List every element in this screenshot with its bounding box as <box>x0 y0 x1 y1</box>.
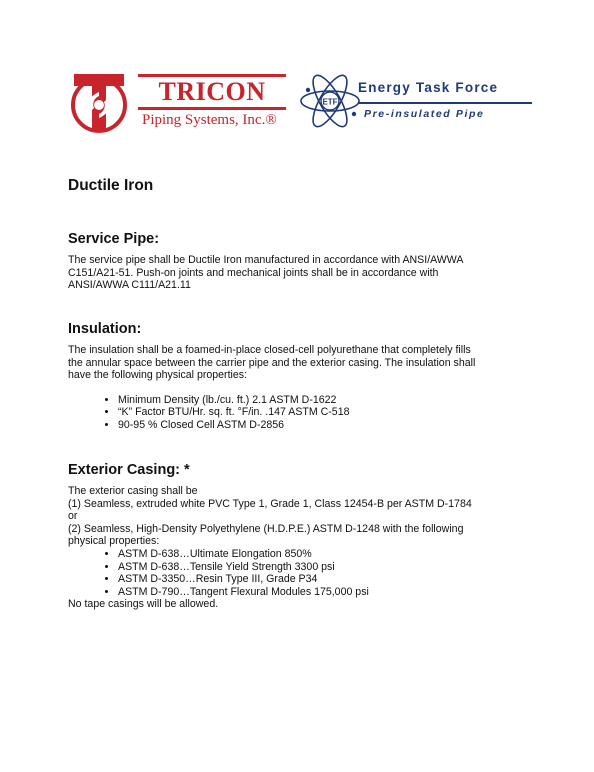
casing-line: (2) Seamless, High-Density Polyethylene (H.D.P.E.) ASTM D-1248 with the following <box>68 522 464 535</box>
casing-heading: Exterior Casing: * <box>68 462 190 478</box>
section-exterior-casing <box>68 462 533 611</box>
insulation-line: have the following physical properties: <box>68 369 248 382</box>
service-line: ANSI/AWWA C111/A21.11 <box>68 279 191 292</box>
casing-properties-list <box>68 548 533 598</box>
insulation-text <box>68 344 533 382</box>
casing-line: The exterior casing shall be <box>68 485 198 497</box>
etf-name: Energy Task Force <box>358 80 499 95</box>
casing-line: or <box>68 510 78 523</box>
atom-label: ETF <box>322 97 338 107</box>
casing-line: physical properties: <box>68 535 160 548</box>
tricon-name: TRICON <box>138 74 286 110</box>
casing-footer-note: No tape casings will be allowed. <box>68 598 219 611</box>
insulation-line: The insulation shall be a foamed-in-place closed-cell polyurethane that completely fills <box>68 344 471 356</box>
etf-subtitle: Pre-insulated Pipe <box>364 108 485 120</box>
list-item: • Minimum Density (lb./cu. ft.) 2.1 ASTM D-1622 <box>118 394 533 407</box>
service-text <box>68 254 533 292</box>
page-title: Ductile Iron <box>68 177 154 194</box>
section-service-pipe <box>68 231 533 292</box>
insulation-heading: Insulation: <box>68 321 142 337</box>
atom-icon <box>298 70 362 132</box>
insulation-properties-list <box>68 394 533 432</box>
service-line: The service pipe shall be Ductile Iron manufactured in accordance with ANSI/AWWA <box>68 254 464 266</box>
casing-text <box>68 485 533 548</box>
list-item: • ASTM D-3350…Resin Type III, Grade P34 <box>118 573 533 586</box>
etf-logo <box>298 70 534 136</box>
section-insulation <box>68 321 533 432</box>
casing-line: (1) Seamless, extruded white PVC Type 1, Grade 1, Class 12454-B per ASTM D-1784 <box>68 497 472 510</box>
service-line: C151/A21-51. Push-on joints and mechanical joints shall be in accordance with <box>68 266 439 279</box>
service-heading: Service Pipe: <box>68 231 160 247</box>
list-item: • ASTM D-638…Tensile Yield Strength 3300 psi <box>118 561 533 574</box>
list-item: • ASTM D-638…Ultimate Elongation 850% <box>118 548 533 561</box>
tricon-subtitle: Piping Systems, Inc.® <box>142 112 277 128</box>
list-item: • ASTM D-790…Tangent Flexural Modules 175,000 psi <box>118 586 533 599</box>
list-item: • “K” Factor BTU/Hr. sq. ft. °F/in. .147 ASTM C-518 <box>118 406 533 419</box>
tricon-logo <box>66 68 286 140</box>
list-item: • 90-95 % Closed Cell ASTM D-2856 <box>118 419 533 432</box>
insulation-line: the annular space between the carrier pipe and the exterior casing. The insulation shall <box>68 356 476 369</box>
etf-divider <box>358 102 532 104</box>
tricon-emblem-icon <box>66 70 132 136</box>
